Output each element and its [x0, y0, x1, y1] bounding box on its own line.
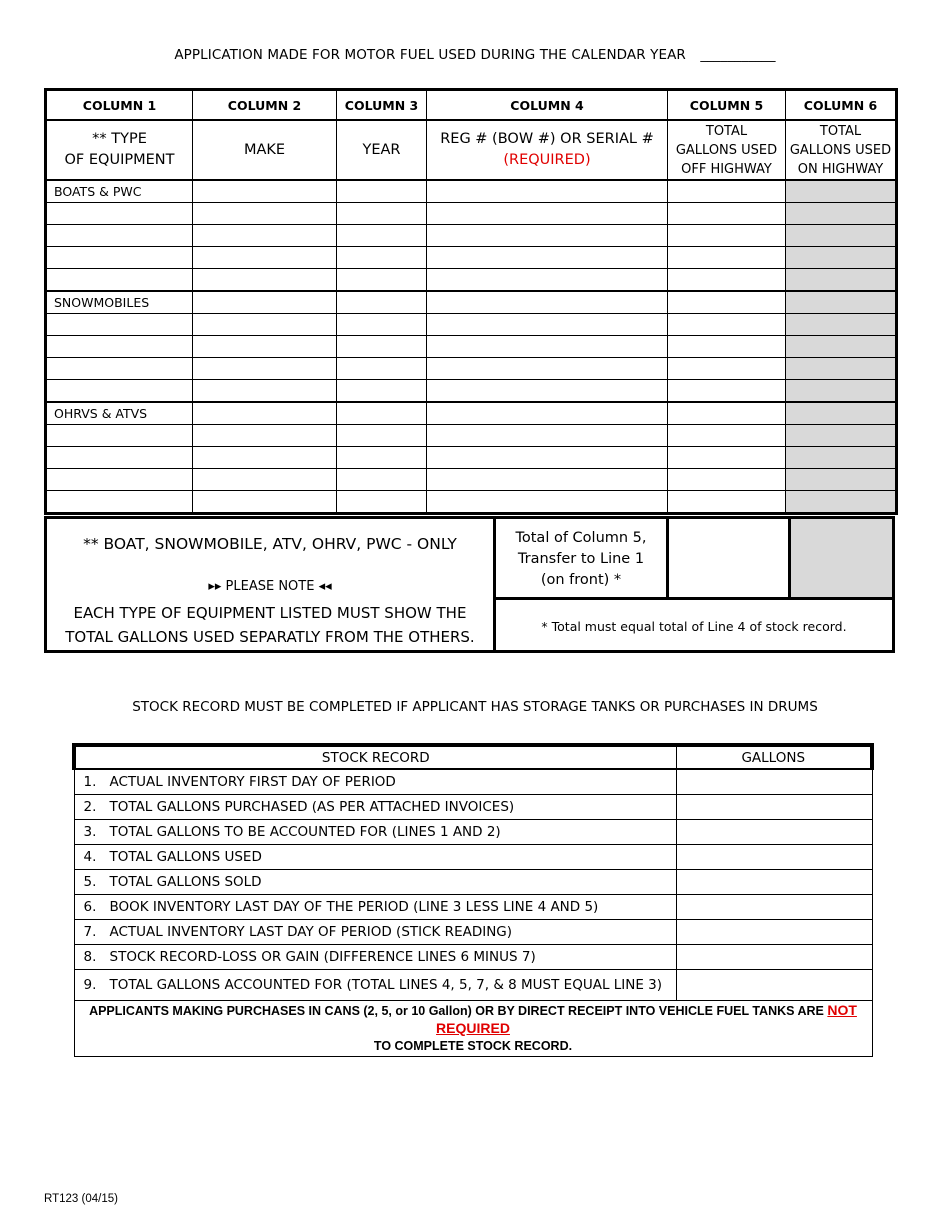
off-highway-cell[interactable]	[668, 314, 786, 336]
on-highway-cell	[786, 358, 897, 380]
year-cell[interactable]	[337, 491, 427, 514]
stock-record-table	[72, 743, 874, 1057]
make-cell[interactable]	[193, 291, 337, 314]
gallons-field[interactable]	[676, 845, 872, 870]
total-line-3: (on front) *	[540, 572, 622, 588]
total-line-2: Transfer to Line 1	[517, 551, 645, 567]
year-cell[interactable]	[337, 225, 427, 247]
stock-item-label	[74, 945, 676, 970]
equipment-row	[46, 469, 897, 491]
stock-item-label	[74, 970, 676, 1001]
please-note: ▸▸ PLEASE NOTE ◂◂	[208, 579, 332, 594]
gallons-field[interactable]	[676, 970, 872, 1001]
stock-item-text: TOTAL GALLONS TO BE ACCOUNTED FOR (LINES 1 AND 2)	[109, 824, 501, 840]
off-highway-cell[interactable]	[668, 469, 786, 491]
on-highway-cell	[786, 425, 897, 447]
on-highway-cell	[786, 269, 897, 292]
make-header: MAKE	[193, 120, 337, 180]
total-off-highway-field[interactable]	[672, 519, 791, 597]
equipment-row	[46, 180, 897, 203]
total-column-5-label	[496, 519, 669, 597]
stock-header-row	[74, 745, 872, 769]
stock-item-text: BOOK INVENTORY LAST DAY OF THE PERIOD (LINE 3 LESS LINE 4 AND 5)	[109, 899, 599, 915]
stock-item-text: TOTAL GALLONS PURCHASED (AS PER ATTACHED INVOICES)	[109, 799, 515, 815]
gallons-field[interactable]	[676, 945, 872, 970]
on-highway-cell	[786, 180, 897, 203]
stock-row	[74, 845, 872, 870]
off-highway-cell[interactable]	[668, 447, 786, 469]
equipment-line: OF EQUIPMENT	[64, 152, 175, 168]
stock-row	[74, 769, 872, 795]
gallons-field[interactable]	[676, 895, 872, 920]
equipment-group-label: SNOWMOBILES	[46, 291, 193, 314]
stock-item-number: 1.	[83, 774, 97, 790]
reg-serial-cell[interactable]	[427, 336, 668, 358]
calendar-year-blank[interactable]: ___________	[700, 47, 776, 63]
stock-item-label	[74, 895, 676, 920]
off-highway-cell[interactable]	[668, 203, 786, 225]
year-cell[interactable]	[337, 380, 427, 403]
stock-item-text: TOTAL GALLONS ACCOUNTED FOR (TOTAL LINES 4, 5, 7, & 8 MUST EQUAL LINE 3)	[109, 977, 663, 993]
reg-serial-cell[interactable]	[427, 358, 668, 380]
equipment-row	[46, 447, 897, 469]
off-highway-cell[interactable]	[668, 402, 786, 425]
year-cell[interactable]	[337, 336, 427, 358]
equipment-row	[46, 380, 897, 403]
reg-serial-cell[interactable]	[427, 269, 668, 292]
type-cell[interactable]	[46, 447, 193, 469]
reg-line: REG # (BOW #) OR SERIAL #	[440, 131, 654, 147]
gallons-field[interactable]	[676, 870, 872, 895]
stock-row	[74, 920, 872, 945]
column-6-header: COLUMN 6	[786, 90, 897, 121]
form-number: RT123 (04/15)	[44, 1193, 118, 1205]
page-title	[0, 47, 950, 63]
on-highway-cell	[786, 225, 897, 247]
reg-serial-cell[interactable]	[427, 380, 668, 403]
on-highway-cell	[786, 380, 897, 403]
column-5-header: COLUMN 5	[668, 90, 786, 121]
make-cell[interactable]	[193, 247, 337, 269]
gallons-header: GALLONS	[676, 745, 872, 769]
stock-row	[74, 795, 872, 820]
total-on-highway-shaded	[791, 519, 892, 597]
year-cell[interactable]	[337, 247, 427, 269]
reg-serial-cell[interactable]	[427, 491, 668, 514]
make-cell[interactable]	[193, 447, 337, 469]
type-cell[interactable]	[46, 469, 193, 491]
column-3-header: COLUMN 3	[337, 90, 427, 121]
equipment-row	[46, 314, 897, 336]
separate-totals-note	[47, 601, 493, 649]
total-line-1: Total of Column 5,	[515, 530, 647, 546]
on-highway-cell	[786, 402, 897, 425]
off-highway-cell[interactable]	[668, 358, 786, 380]
year-cell[interactable]	[337, 203, 427, 225]
year-cell[interactable]	[337, 425, 427, 447]
footer-text-2: TO COMPLETE STOCK RECORD.	[373, 1039, 573, 1053]
stock-item-label	[74, 769, 676, 795]
column-4-header: COLUMN 4	[427, 90, 668, 121]
equipment-row	[46, 358, 897, 380]
stock-record-instruction: STOCK RECORD MUST BE COMPLETED IF APPLICANT HAS STORAGE TANKS OR PURCHASES IN DRUMS	[132, 699, 818, 715]
reg-serial-header	[427, 120, 668, 180]
make-cell[interactable]	[193, 425, 337, 447]
type-cell[interactable]	[46, 269, 193, 292]
equipment-row	[46, 225, 897, 247]
stock-row	[74, 970, 872, 1001]
off-highway-cell[interactable]	[668, 336, 786, 358]
stock-item-label	[74, 870, 676, 895]
equipment-row	[46, 247, 897, 269]
on-highway-header	[786, 120, 897, 180]
equipment-note	[47, 519, 496, 650]
stock-row	[74, 945, 872, 970]
stock-record-header: STOCK RECORD	[74, 745, 676, 769]
off-highway-header	[668, 120, 786, 180]
stock-item-number: 9.	[83, 977, 97, 993]
type-cell[interactable]	[46, 491, 193, 514]
stock-item-number: 8.	[83, 949, 97, 965]
equipment-group-label: BOATS & PWC	[46, 180, 193, 203]
make-cell[interactable]	[193, 469, 337, 491]
make-cell[interactable]	[193, 380, 337, 403]
reg-serial-cell[interactable]	[427, 314, 668, 336]
off-highway-cell[interactable]	[668, 291, 786, 314]
equipment-row	[46, 402, 897, 425]
stock-item-number: 3.	[83, 824, 97, 840]
make-cell[interactable]	[193, 402, 337, 425]
equipment-row	[46, 269, 897, 292]
reg-serial-cell[interactable]	[427, 247, 668, 269]
on-total-line: TOTAL	[819, 123, 862, 139]
on-highway-cell	[786, 314, 897, 336]
equipment-row	[46, 291, 897, 314]
stock-item-text: STOCK RECORD-LOSS OR GAIN (DIFFERENCE LINES 6 MINUS 7)	[109, 949, 536, 965]
on-highway-cell	[786, 469, 897, 491]
off-highway-cell[interactable]	[668, 247, 786, 269]
off-highway-cell[interactable]	[668, 380, 786, 403]
equipment-row	[46, 491, 897, 514]
reg-serial-cell[interactable]	[427, 203, 668, 225]
off-highway-cell[interactable]	[668, 491, 786, 514]
stock-item-number: 5.	[83, 874, 97, 890]
on-highway-cell	[786, 247, 897, 269]
year-cell[interactable]	[337, 358, 427, 380]
year-cell[interactable]	[337, 447, 427, 469]
equipment-row	[46, 203, 897, 225]
equipment-table	[44, 88, 898, 515]
off-highway-line: OFF HIGHWAY	[681, 161, 772, 177]
year-cell[interactable]	[337, 314, 427, 336]
on-highway-cell	[786, 291, 897, 314]
stock-item-label	[74, 820, 676, 845]
on-highway-cell	[786, 336, 897, 358]
total-must-equal-note: * Total must equal total of Line 4 of stock record.	[496, 597, 892, 653]
stock-item-label	[74, 920, 676, 945]
type-of-equipment-header	[46, 120, 193, 180]
reg-serial-cell[interactable]	[427, 469, 668, 491]
type-cell[interactable]	[46, 336, 193, 358]
equipment-only-note: ** BOAT, SNOWMOBILE, ATV, OHRV, PWC - ONLY	[83, 535, 457, 553]
type-cell[interactable]	[46, 380, 193, 403]
off-highway-cell[interactable]	[668, 425, 786, 447]
stock-footer-row	[74, 1001, 872, 1057]
stock-row	[74, 895, 872, 920]
equipment-row	[46, 336, 897, 358]
type-cell[interactable]	[46, 358, 193, 380]
not-required-label: NOT REQUIRED	[436, 1002, 857, 1036]
reg-serial-cell[interactable]	[427, 291, 668, 314]
type-cell[interactable]	[46, 203, 193, 225]
stock-item-text: ACTUAL INVENTORY FIRST DAY OF PERIOD	[109, 774, 396, 790]
type-cell[interactable]	[46, 314, 193, 336]
off-total-line: TOTAL	[705, 123, 748, 139]
title-text: APPLICATION MADE FOR MOTOR FUEL USED DURING THE CALENDAR YEAR	[174, 47, 686, 63]
stock-item-label	[74, 845, 676, 870]
make-cell[interactable]	[193, 180, 337, 203]
stock-item-number: 4.	[83, 849, 97, 865]
separate-line-1: EACH TYPE OF EQUIPMENT LISTED MUST SHOW THE	[73, 604, 467, 622]
make-cell[interactable]	[193, 491, 337, 514]
gallons-field[interactable]	[676, 820, 872, 845]
on-highway-cell	[786, 203, 897, 225]
off-gallons-line: GALLONS USED	[675, 142, 778, 158]
type-cell[interactable]	[46, 247, 193, 269]
stock-item-label	[74, 795, 676, 820]
on-gallons-line: GALLONS USED	[789, 142, 892, 158]
reg-serial-cell[interactable]	[427, 402, 668, 425]
column-1-header: COLUMN 1	[46, 90, 193, 121]
on-highway-cell	[786, 447, 897, 469]
stock-row	[74, 870, 872, 895]
stock-row	[74, 820, 872, 845]
year-cell[interactable]	[337, 180, 427, 203]
off-highway-cell[interactable]	[668, 269, 786, 292]
reg-serial-cell[interactable]	[427, 425, 668, 447]
required-label: (REQUIRED)	[503, 152, 591, 168]
year-cell[interactable]	[337, 402, 427, 425]
stock-item-number: 7.	[83, 924, 97, 940]
footer-text-1: APPLICANTS MAKING PURCHASES IN CANS (2, 5, or 10 Gallon) OR BY DIRECT RECEIPT INTO VEHICLE FUEL TANKS ARE	[89, 1004, 824, 1018]
year-cell[interactable]	[337, 269, 427, 292]
stock-item-text: TOTAL GALLONS SOLD	[109, 874, 262, 890]
make-cell[interactable]	[193, 269, 337, 292]
stock-item-number: 6.	[83, 899, 97, 915]
stock-item-text: ACTUAL INVENTORY LAST DAY OF PERIOD (STICK READING)	[109, 924, 513, 940]
make-cell[interactable]	[193, 358, 337, 380]
not-required-note	[74, 1001, 872, 1057]
gallons-field[interactable]	[676, 769, 872, 795]
type-cell[interactable]	[46, 425, 193, 447]
on-highway-cell	[786, 491, 897, 514]
sub-header-row	[46, 120, 897, 180]
column-header-row	[46, 90, 897, 121]
make-cell[interactable]	[193, 336, 337, 358]
make-cell[interactable]	[193, 225, 337, 247]
type-line: ** TYPE	[92, 131, 147, 147]
column-2-header: COLUMN 2	[193, 90, 337, 121]
stock-item-number: 2.	[83, 799, 97, 815]
stock-item-text: TOTAL GALLONS USED	[109, 849, 262, 865]
off-highway-cell[interactable]	[668, 180, 786, 203]
on-highway-line: ON HIGHWAY	[797, 161, 884, 177]
year-cell[interactable]	[337, 469, 427, 491]
year-cell[interactable]	[337, 291, 427, 314]
reg-serial-cell[interactable]	[427, 180, 668, 203]
reg-serial-cell[interactable]	[427, 447, 668, 469]
type-cell[interactable]	[46, 225, 193, 247]
separate-line-2: TOTAL GALLONS USED SEPARATLY FROM THE OTHERS.	[65, 628, 475, 646]
gallons-field[interactable]	[676, 795, 872, 820]
year-header: YEAR	[337, 120, 427, 180]
make-cell[interactable]	[193, 203, 337, 225]
off-highway-cell[interactable]	[668, 225, 786, 247]
totals-note-box	[44, 516, 895, 653]
gallons-field[interactable]	[676, 920, 872, 945]
equipment-group-label: OHRVS & ATVS	[46, 402, 193, 425]
equipment-row	[46, 425, 897, 447]
make-cell[interactable]	[193, 314, 337, 336]
reg-serial-cell[interactable]	[427, 225, 668, 247]
